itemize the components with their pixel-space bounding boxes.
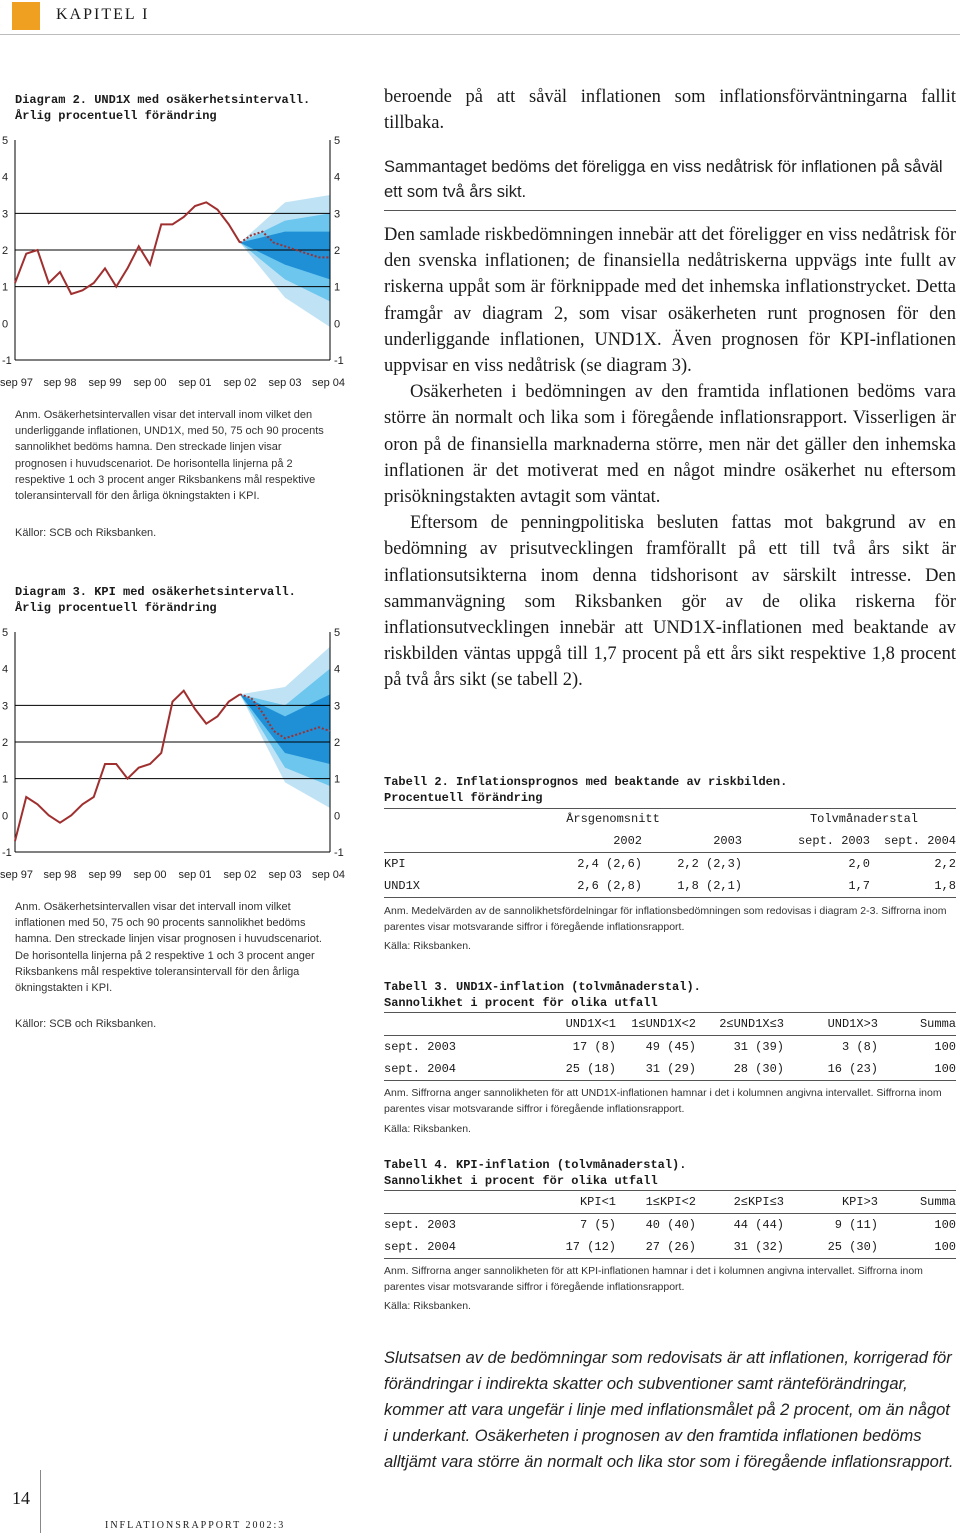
table-cell: 31 (29) xyxy=(645,1062,696,1076)
table3-title xyxy=(384,979,701,1011)
publication-name: INFLATIONSRAPPORT 2002:3 xyxy=(105,1520,286,1531)
x-tick-label: sep 97 xyxy=(0,377,34,389)
y-tick-label: -1 xyxy=(334,847,344,859)
table2-group-twelve-month: Tolvmånaderstal xyxy=(809,812,919,826)
y-tick-label: 4 xyxy=(334,171,341,184)
outcome-line xyxy=(15,202,240,294)
table-cell: 100 xyxy=(934,1240,956,1254)
diagram3-sources: Källor: SCB och Riksbanken. xyxy=(15,1018,157,1030)
row-label: sept. 2003 xyxy=(384,1218,457,1232)
x-tick-label: sep 00 xyxy=(133,377,167,389)
table4-source: Källa: Riksbanken. xyxy=(384,1300,471,1312)
x-tick-label: sep 02 xyxy=(223,377,257,389)
table4-col-header: 1≤KPI<2 xyxy=(616,1191,696,1214)
table-row xyxy=(384,1236,956,1258)
table-cell: 3 (8) xyxy=(841,1040,878,1054)
table2-bottom-rule xyxy=(384,897,956,898)
row-label: sept. 2004 xyxy=(384,1062,457,1076)
table2-group-annual: Årsgenomsnitt xyxy=(566,812,660,826)
table-cell: 40 (40) xyxy=(645,1218,696,1232)
table-row xyxy=(384,853,956,876)
table3-col-header: 2≤UND1X≤3 xyxy=(696,1013,784,1036)
table2-col-header: 2002 xyxy=(484,830,642,853)
diagram2-sources: Källor: SCB och Riksbanken. xyxy=(15,527,157,539)
table-cell: 2,2 xyxy=(934,857,956,871)
table3-note: Anm. Siffrorna anger sannolikheten för att UND1X-inflationen hamnar i det i kolumnen angivna intervallet. Siffrorna inom parentes visar motsvarande siffror i föregående inflationsrapport. xyxy=(384,1087,942,1115)
table3-title-line1: Tabell 3. UND1X-inflation (tolvmånaderstal). xyxy=(384,980,701,994)
row-label: sept. 2004 xyxy=(384,1240,457,1254)
diagram3-title-line1: Diagram 3. KPI med osäkerhetsintervall. xyxy=(15,585,296,599)
table-row xyxy=(384,1036,956,1059)
diagram2-title xyxy=(15,92,310,124)
table-cell: 17 (12) xyxy=(565,1240,616,1254)
table2-col-header: 2003 xyxy=(642,830,742,853)
table2-source: Källa: Riksbanken. xyxy=(384,940,471,952)
row-label: KPI xyxy=(384,857,406,871)
table3-col-header: UND1X<1 xyxy=(484,1013,616,1036)
paragraph-1: beroende på att såväl inflationen som inflationsförväntningarna fallit tillbaka. xyxy=(384,87,956,134)
paragraph-4: Eftersom de penningpolitiska besluten fattas mot bakgrund av en bedömning av prisutvecklingen framförallt på ett till två års sikt är inflationsutsikterna inom denna tidshorisont av särskilt intresse. Den sammanvägning som Riksbanken gör av de olika riskerna för inflationsutvecklingen innebär att UND1X-inflationen med beaktande av riskbilden väntas uppgå till 1,7 procent på ett års sikt respektive 1,8 procent på två års sikt (se tabell 2). xyxy=(384,513,956,691)
table-row xyxy=(384,1214,956,1237)
table-cell: 9 (11) xyxy=(834,1218,878,1232)
table-cell: 28 (30) xyxy=(733,1062,784,1076)
y-tick-label: 2 xyxy=(2,245,9,257)
table-row xyxy=(384,1058,956,1080)
header-divider xyxy=(0,34,960,35)
footer-divider xyxy=(40,1470,41,1533)
y-tick-label: 0 xyxy=(2,318,9,331)
table4-title xyxy=(384,1157,686,1189)
table4-title-line1: Tabell 4. KPI-inflation (tolvmånaderstal). xyxy=(384,1158,687,1172)
table-cell: 1,7 xyxy=(848,879,870,893)
y-tick-label: 3 xyxy=(2,208,9,221)
y-tick-label: 5 xyxy=(2,135,9,147)
summary-statement: Sammantaget bedöms det föreligga en viss nedåtrisk för inflationen på såväl ett som två års sikt. xyxy=(384,158,943,201)
paragraph-continuation xyxy=(384,84,956,136)
table4-col-header: KPI<1 xyxy=(484,1191,616,1214)
y-tick-label: -1 xyxy=(334,355,344,367)
y-tick-label: 3 xyxy=(334,208,341,221)
table2-title-line2: Procentuell förändring xyxy=(384,791,543,805)
diagram3-title xyxy=(15,584,296,616)
table3-source: Källa: Riksbanken. xyxy=(384,1123,471,1135)
table2-title-line1: Tabell 2. Inflationsprognos med beaktande av riskbilden. xyxy=(384,775,788,789)
table4-title-line2: Sannolikhet i procent för olika utfall xyxy=(384,1174,658,1188)
diagram2-title-line1: Diagram 2. UND1X med osäkerhetsintervall. xyxy=(15,93,311,107)
conclusion-paragraph: Slutsatsen av de bedömningar som redovisats är att inflationen, korrigerad för förändringar i indirekta skatter och subventioner samt ränteförändringar, kommer att vara ungefär i linje med inflationsmålet på 2 procent, om än något i underkant. Osäkerheten i prognosen av den framtida inflationen bedöms alltjämt vara större än normalt och lika stor som i föregående inflationsrapport. xyxy=(384,1349,954,1471)
table-cell: 16 (23) xyxy=(827,1062,878,1076)
table-cell: 100 xyxy=(934,1040,956,1054)
table4-note: Anm. Siffrorna anger sannolikheten för att KPI-inflationen hamnar i det i kolumnen angivna intervallet. Siffrorna inom parentes visar motsvarande siffror i föregående inflationsrapport. xyxy=(384,1265,923,1293)
table-cell: 31 (39) xyxy=(733,1040,784,1054)
x-tick-label: sep 98 xyxy=(43,377,77,389)
y-tick-label: 1 xyxy=(2,773,9,786)
y-tick-label: 2 xyxy=(2,737,9,749)
table-cell: 25 (30) xyxy=(827,1240,878,1254)
table3-col-header: 1≤UND1X<2 xyxy=(616,1013,696,1036)
table-cell: 100 xyxy=(934,1062,956,1076)
table-cell: 44 (44) xyxy=(733,1218,784,1232)
y-tick-label: 2 xyxy=(334,737,341,749)
table-cell: 2,6 (2,8) xyxy=(577,879,642,893)
y-tick-label: 0 xyxy=(2,810,9,823)
y-tick-label: 4 xyxy=(2,663,9,676)
summary-divider xyxy=(384,210,956,211)
row-label: sept. 2003 xyxy=(384,1040,457,1054)
table-cell: 2,0 xyxy=(848,857,870,871)
table2-title xyxy=(384,774,787,806)
table4-col-header: Summa xyxy=(878,1191,956,1214)
x-tick-label: sep 04 xyxy=(311,377,345,389)
paragraph-3: Osäkerheten i bedömningen av den framtida inflationen bedöms vara större än normalt och lika som i föregående inflationsrapport. Visserligen är oron på de finansiella marknaderna större, men när det gäller den inhemska inflationen är det motiverat med en något mindre osäkerhet nu eftersom prisökningstakten avtagit som väntat. xyxy=(384,382,956,508)
outcome-line xyxy=(15,691,240,841)
diagram3-title-line2: Årlig procentuell förändring xyxy=(15,601,217,615)
x-tick-label: sep 04 xyxy=(311,869,345,881)
table4-bottom-rule xyxy=(384,1258,956,1259)
y-tick-label: 0 xyxy=(334,318,341,331)
y-tick-label: -1 xyxy=(2,847,12,859)
body-text xyxy=(384,222,956,694)
table-cell: 100 xyxy=(934,1218,956,1232)
page-number: 14 xyxy=(12,1488,30,1508)
table2-col-header: sept. 2004 xyxy=(870,830,956,853)
table3-col-header: Summa xyxy=(878,1013,956,1036)
y-tick-label: 5 xyxy=(2,627,9,639)
table-cell: 25 (18) xyxy=(565,1062,616,1076)
table-cell: 1,8 (2,1) xyxy=(677,879,742,893)
diagram3-note: Anm. Osäkerhetsintervallen visar det intervall inom vilket inflationen med 50, 75 och 90 procents sannolikhet bedöms hamna. Den streckade linjen visar prognosen i huvudscenariot. De horisontella linjerna på 2 respektive 1 och 3 procent anger Riksbankens mål respektive toleransintervall för den årliga ökningstakten i KPI. xyxy=(15,901,322,995)
x-tick-label: sep 02 xyxy=(223,869,257,881)
table-cell: 2,2 (2,3) xyxy=(677,857,742,871)
table-cell: 17 (8) xyxy=(572,1040,616,1054)
table3-title-line2: Sannolikhet i procent för olika utfall xyxy=(384,996,658,1010)
y-tick-label: 1 xyxy=(334,281,341,294)
table3 xyxy=(384,1013,956,1080)
paragraph-2: Den samlade riskbedömningen innebär att det föreligger en viss nedåtrisk för den svenska inflationen; de finansiella nedåtriskerna uppvägs inte fullt av riskerna uppåt som är förknippade med det inhemska inflationstrycket. Detta framgår av diagram 2, som visar osäkerheten runt prognosen för den underliggande inflationen, UND1X. Även prognosen för KPI-inflationen uppvisar en viss nedåtrisk (se diagram 3). xyxy=(384,225,956,377)
table-cell: 2,4 (2,6) xyxy=(577,857,642,871)
diagram2-title-line2: Årlig procentuell förändring xyxy=(15,109,217,123)
chapter-heading: KAPITEL I xyxy=(56,6,150,23)
table-cell: 49 (45) xyxy=(645,1040,696,1054)
table3-col-header: UND1X>3 xyxy=(784,1013,878,1036)
x-tick-label: sep 99 xyxy=(88,869,122,881)
y-tick-label: 3 xyxy=(334,700,341,713)
chapter-marker xyxy=(12,2,40,30)
table2 xyxy=(384,808,956,897)
diagram2-note: Anm. Osäkerhetsintervallen visar det intervall inom vilket den underliggande inflationen, UND1X, med 50, 75 och 90 procents sannolikhet bedöms hamna. Den streckade linjen visar prognosen i huvudscenariot. De horisontella linjerna på 2 respektive 1 och 3 procent anger Riksbankens mål respektive toleransintervall för den årliga ökningstakten i KPI. xyxy=(15,409,324,503)
y-tick-label: 1 xyxy=(334,773,341,786)
table4-col-header: KPI>3 xyxy=(784,1191,878,1214)
x-tick-label: sep 98 xyxy=(43,869,77,881)
table2-col-header: sept. 2003 xyxy=(742,830,870,853)
table-cell: 7 (5) xyxy=(579,1218,616,1232)
y-tick-label: 5 xyxy=(334,135,341,147)
diagram2-chart xyxy=(0,128,355,398)
y-tick-label: 4 xyxy=(334,663,341,676)
table-cell: 27 (26) xyxy=(645,1240,696,1254)
y-tick-label: 1 xyxy=(2,281,9,294)
table3-bottom-rule xyxy=(384,1080,956,1081)
table-cell: 1,8 xyxy=(934,879,956,893)
table-row xyxy=(384,875,956,897)
x-tick-label: sep 00 xyxy=(133,869,167,881)
table4-col-header: 2≤KPI≤3 xyxy=(696,1191,784,1214)
x-tick-label: sep 01 xyxy=(178,377,212,389)
x-tick-label: sep 97 xyxy=(0,869,34,881)
x-tick-label: sep 99 xyxy=(88,377,122,389)
y-tick-label: 5 xyxy=(334,627,341,639)
x-tick-label: sep 03 xyxy=(268,377,302,389)
table2-note: Anm. Medelvärden av de sannolikhetsfördelningar för inflationsbedömningen som redovisas i diagram 2-3. Siffrorna inom parentes visar motsvarande siffror i föregående inflationsrapport. xyxy=(384,905,947,933)
y-tick-label: 0 xyxy=(334,810,341,823)
x-tick-label: sep 03 xyxy=(268,869,302,881)
table-cell: 31 (32) xyxy=(733,1240,784,1254)
diagram3-chart xyxy=(0,620,355,890)
y-tick-label: 3 xyxy=(2,700,9,713)
y-tick-label: 2 xyxy=(334,245,341,257)
table4 xyxy=(384,1191,956,1258)
x-tick-label: sep 01 xyxy=(178,869,212,881)
y-tick-label: 4 xyxy=(2,171,9,184)
row-label: UND1X xyxy=(384,879,421,893)
y-tick-label: -1 xyxy=(2,355,12,367)
